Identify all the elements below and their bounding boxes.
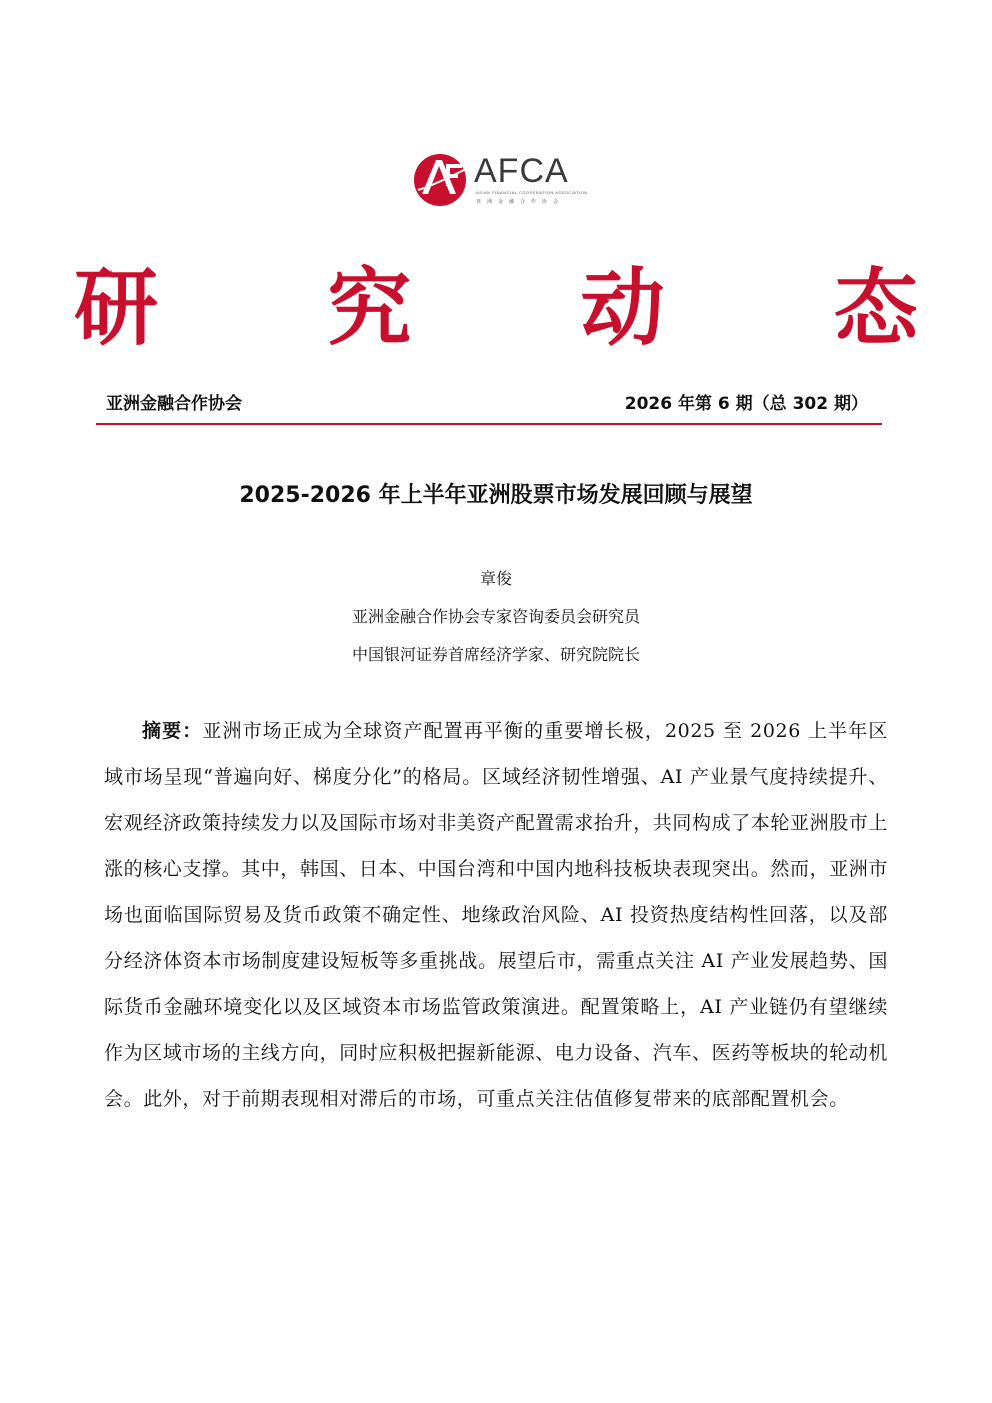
- abstract-label: 摘要：: [142, 720, 203, 742]
- author-block: [0, 560, 992, 674]
- issue-number: 2026 年第 6 期（总 302 期）: [624, 394, 868, 414]
- logo-subtitle-en: ASIAN FINANCIAL COOPERATION ASSOCIATION: [476, 190, 588, 195]
- logo-subtitle-cn: 亚洲金融合作协会: [476, 199, 565, 205]
- abstract-text: 亚洲市场正成为全球资产配置再平衡的重要增长极，2025 至 2026 上半年区域市场呈现“普遍向好、梯度分化”的格局。区域经济韧性增强、AI 产业景气度持续提升、宏观经济政策持续发力以及国际市场对非美资产配置需求抬升，共同构成了本轮亚洲股市上涨的核心支撑。其中，韩国、日本、中国台湾和中国内地科技板块表现突出。然而，亚洲市场也面临国际贸易及货币政策不确定性、地缘政治风险、AI 投资热度结构性回落，以及部分经济体资本市场制度建设短板等多重挑战。展望后市，需重点关注 AI 产业发展趋势、国际货币金融环境变化以及区域资本市场监管政策演进。配置策略上，AI 产业链仍有望继续作为区域市场的主线方向，同时应积极把握新能源、电力设备、汽车、医药等板块的轮动机会。此外，对于前期表现相对滞后的市场，可重点关注估值修复带来的底部配置机会。: [104, 720, 889, 1110]
- author-affiliation: 亚洲金融合作协会专家咨询委员会研究员: [351, 607, 640, 626]
- masthead-title: 研 究 动 态: [74, 259, 988, 357]
- afca-logo: [412, 150, 612, 214]
- author-name: 章俊: [479, 569, 512, 588]
- header-divider: [96, 423, 882, 425]
- issue-organization: 亚洲金融合作协会: [106, 394, 242, 414]
- logo-wordmark: AFCA: [474, 152, 569, 190]
- abstract-paragraph: [104, 708, 888, 1122]
- issue-bar: [96, 390, 882, 420]
- afca-emblem-icon: [412, 150, 470, 208]
- author-affiliation: 中国银河证券首席经济学家、研究院院长: [351, 645, 640, 664]
- article-title: 2025-2026 年上半年亚洲股票市场发展回顾与展望: [239, 483, 753, 508]
